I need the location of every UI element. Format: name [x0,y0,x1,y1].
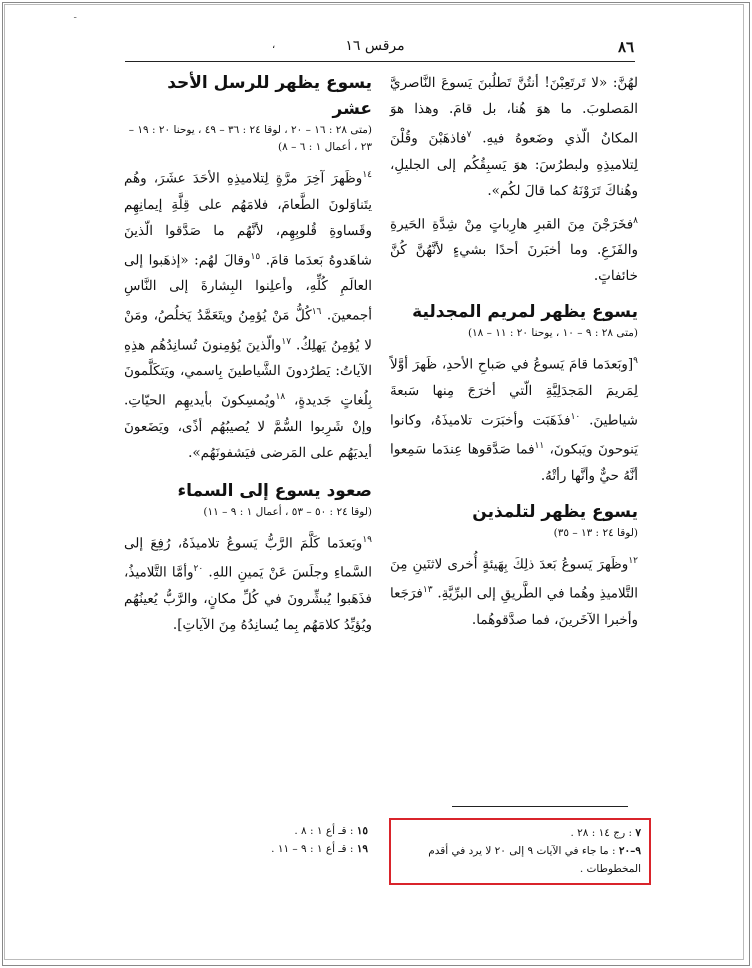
paragraph [390,548,638,633]
verse-number: ٢٠ [193,564,204,574]
footnote [399,824,641,842]
running-title: مرقس ١٦ [345,38,405,54]
paragraph-text: فما صَدَّقوها عِندَما سَمِعوا أنَّهُ حيٌّ وأنَّها رأتْهُ. [390,441,638,484]
paragraph-text: لهُنَّ: «لا تَرتَعِبْنَ! أنتُنَّ تَطلُبنَ يَسوعَ النَّاصريَّ المَصلوبَ. ما هوَ هُنا، بل قامَ. وهذا هوَ المكانُ الّذي وضَعوهُ فيهِ. [390,75,638,147]
footnote-number: ١٥ [356,825,368,837]
footnote-text: : ما جاء في الآيات ٩ إلى ٢٠ لا يرد في أقدم المخطوطات . [428,845,641,875]
paragraph-text: والّذينَ يُؤمِنونَ تُسانِدُهُم هذِهِ الآياتُ: يَطرُدونَ الشَّياطينَ بِاسمي، ويَتكَلَّمونَ بِلُغاتٍ جَديدةٍ، [124,337,372,409]
paragraph [390,348,638,489]
section-title: صعود يسوع إلى السماء [177,480,372,501]
paragraph-text: وظَهرَ آخِرَ مرَّةٍ لِتلاميذِهِ الأحَدَ عشَرَ، وهُم يتَناوَلونَ الطَّعامَ، فلامَهُم على قِلَّةِ إيمانِهِم وقَساوةِ قُلوبِهِم، لأنَّهُم ما صَدَّقوا الّذينَ شاهَدوهُ بَعدَما قامَ. [124,170,372,268]
paragraph-text: فرَجَعا وأخبرا الآخَرينَ، فما صدَّقوهُما. [390,585,638,628]
footnote-number: ٧ [635,827,641,839]
paragraph-text: فخَرَجْنَ مِنَ القبرِ هارِباتٍ مِنْ شِدَّةِ الحَيرةِ والفَزَعِ. وما أخبَرنَ أحدًا بشيءٍ لأنَّهُنَّ كُنَّ خائفاتٍ. [390,216,638,284]
verse-number: ١٤ [362,170,372,180]
footnote-number: ٩–٢٠ [618,845,641,857]
verse-number: ٨ [633,215,638,226]
footnote-text: : رج ١٤ : ٢٨ . [570,827,633,839]
paragraph-text: فذَهَبَت وأخبَرَت تلاميذَهُ، وكانوا يَنوحونَ ويَبكونَ، [390,412,638,458]
paragraph [390,70,638,204]
highlighted-footnotes [389,818,651,885]
page-number: ٨٦ [618,38,635,56]
footnote-number: ١٩ [356,843,368,855]
paragraph-text: ويُمسِكونَ بأيديهِم الحيّاتِ. وإنْ شَرِبوا السُّمَّ لا يُصيبُهُم أذًى، ويَضَعونَ أيديَهُم على المَرضى فيَشفونَهُم». [124,392,372,461]
section-title: يسوع يظهر للرسل الأحد عشر [167,73,372,119]
verse-number: ١٨ [275,392,286,402]
verse-number: ١٥ [250,251,261,262]
verse-number: ١٦ [311,307,322,317]
paragraph-text: وقالَ لهُم: «إذهَبوا إلى العالَمِ كُلِّهِ، وأعلِنوا البِشارةَ إلى النَّاسِ أجمعينَ. [124,252,372,324]
verse-number: ١٩ [362,534,372,545]
footnote [210,822,368,840]
header-rule [125,61,635,62]
footnote-rule [452,806,628,807]
section-title: يسوع يظهر لتلمذين [472,501,638,522]
paragraph-text: وأمَّا التَّلاميذُ، فذَهَبوا يُبشِّرونَ في كُلِّ مكانٍ، والرَّبُّ يُعينُهُم ويُؤيِّدُ كلامَهُم بِما يُسانِدُهُ مِنَ الآياتِ]. [124,564,372,633]
footnote-text: : قـ أع ١ : ٩ – ١١ . [271,843,354,855]
right-column [390,70,638,633]
paragraph-text: [وبَعدَما قامَ يَسوعُ في صَباحِ الأحدِ، ظَهرَ أوَّلاً لِمَريمَ المَجدَلِيَّةِ الّتي أخرَجَ مِنها سَبعةَ شياطينَ. [390,356,638,428]
footnote [399,842,641,878]
paragraph-text: وبَعدَما كَلَّمَ الرَّبُّ يَسوعُ تلاميذَهُ، رُفِعَ إلى السَّماءِ وجلَسَ عَنْ يَمينِ اللهِ. [124,535,372,581]
footnote-text: : قـ أع ١ : ٨ . [294,825,354,837]
section-reference: (متى ٢٨ : ١٦ – ٢٠ ، لوقا ٢٤ : ٣٦ – ٤٩ ، يوحنا ٢٠ : ١٩ – ٢٣ ، أعمال ١ : ٦ – ٨) [128,124,372,153]
verse-number: ١٢ [628,555,638,566]
left-column [124,70,372,638]
section-title: يسوع يظهر لمريم المجدلية [412,302,638,322]
paragraph-text: كُلُّ مَنْ يُؤمِنُ ويتَعَمَّدُ يَخلُصُ، ومَنْ لا يُؤمِنُ يَهلِكُ. [124,307,372,353]
paragraph [124,527,372,638]
verse-number: ١٠ [570,411,581,422]
paragraph-text: وظَهرَ يَسوعُ بَعدَ ذلِكَ بِهَيئةٍ أُخرى لاثنَينِ مِنَ التَّلاميذِ وهُما في الطَّريقِ إلى البرِّيَّةِ. [390,556,638,602]
footnote [210,840,368,858]
left-footnotes [210,822,368,858]
paragraph [124,162,372,466]
verse-number: ١٣ [422,585,433,595]
section-reference: (لوقا ٢٤ : ٥٠ – ٥٣ ، أعمال ١ : ٩ – ١١) [203,505,372,518]
paragraph-text: فاذهَبْنَ وقُلْنَ لِتلاميذِهِ ولبطرُسَ: هوَ يَسبِقُكُم إلى الجليلِ، وهُناكَ تَرَوْنَهُ كما قالَ لكُم». [390,130,638,199]
verse-number: ١١ [534,441,545,451]
corner-mark: ـ [74,11,77,20]
section-reference: (لوقا ٢٤ : ١٣ – ٣٥) [553,526,638,539]
header-dot: ، [272,40,276,51]
verse-number: ٧ [466,130,472,140]
verse-number: ٩ [633,356,638,366]
verse-number: ١٧ [281,336,292,347]
paragraph [390,208,638,290]
section-reference: (متى ٢٨ : ٩ – ١٠ ، يوحنا ٢٠ : ١١ – ١٨) [467,327,638,339]
